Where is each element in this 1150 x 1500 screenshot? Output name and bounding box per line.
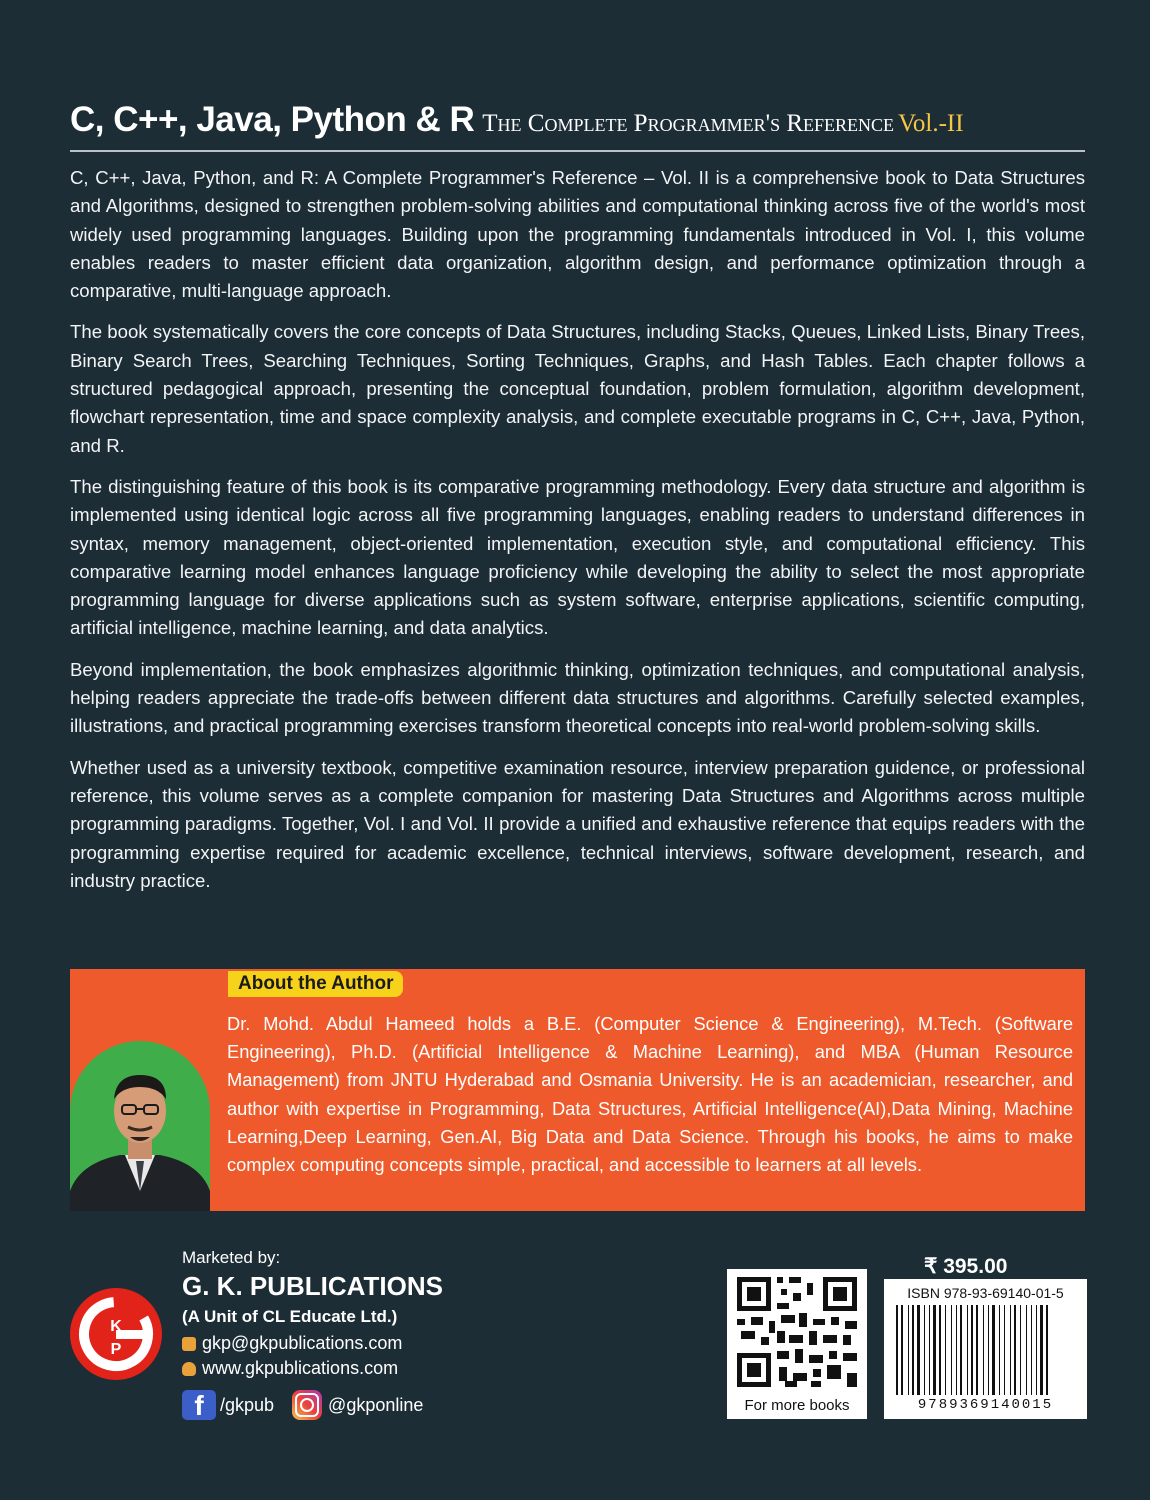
about-author-section: [70, 969, 1085, 1211]
description-paragraph: The book systematically covers the core concepts of Data Structures, including Stacks, Queues, Linked Lists, Binary Trees, Binary Search Trees, Searching Techniques, Sorting Techniques, Graphs, and Hash Tables. Each chapter follows a structured pedagogical approach, presenting the conceptual foundation, problem formulation, algorithm development, flowchart representation, time and space complexity analysis, and complete executable programs in C, C++, Java, Python, and R.: [70, 321, 1085, 456]
email-link[interactable]: gkp@gkpublications.com: [202, 1333, 403, 1353]
about-author-heading: About the Author: [228, 971, 403, 997]
logo-letter-k: K: [110, 1318, 122, 1335]
publisher-name: G. K. PUBLICATIONS: [182, 1271, 443, 1301]
isbn-digits: 9789369140015: [917, 1397, 1054, 1413]
title-row: [70, 100, 1085, 140]
barcode-panel: [884, 1279, 1087, 1419]
isbn-label: ISBN 978-93-69140-01-5: [907, 1285, 1064, 1301]
description-paragraph: The distinguishing feature of this book is its comparative programming methodology. Every data structure and algorithm is implemented using identical logic across all five programming languages, enabling readers to understand differences in syntax, memory management, object-oriented implementation, execution style, and computational efficiency. This comparative learning model enhances language proficiency while developing the ability to select the most appropriate programming language for diverse applications such as system software, enterprise applications, scientific computing, artificial intelligence, machine learning, and data analytics.: [70, 475, 1085, 639]
author-bio: Dr. Mohd. Abdul Hameed holds a B.E. (Computer Science & Engineering), M.Tech. (Software Engineering), Ph.D. (Artificial Intelligence & Machine Learning), and MBA (Human Resource Management) from JNTU Hyderabad and Osmania University. He is an academician, researcher, and author with expertise in Programming, Data Structures, Artificial Intelligence(AI),Data Mining, Machine Learning,Deep Learning, Gen.AI, Big Data and Data Science. Through his books, he aims to make complex computing concepts simple, practical, and accessible to learners at all levels.: [227, 1013, 1073, 1176]
footer: [0, 1230, 1150, 1500]
qr-code-panel: [727, 1269, 867, 1419]
author-photo: [70, 1041, 210, 1211]
facebook-handle[interactable]: /gkpub: [220, 1394, 275, 1415]
qr-code-icon[interactable]: [727, 1269, 867, 1395]
price-label: ₹ 395.00: [924, 1255, 1008, 1278]
description-paragraph: Whether used as a university textbook, competitive examination resource, interview preparation guidence, or professional reference, this volume serves as a complete companion for mastering Data Structures and Algorithms across multiple programming paradigms. Together, Vol. I and Vol. II provide a unified and exhaustive reference that equips readers with the programming expertise required for academic excellence, technical interviews, software development, research, and industry practice.: [70, 756, 1085, 891]
website-link[interactable]: www.gkpublications.com: [202, 1358, 399, 1378]
description: [70, 164, 1085, 908]
book-subtitle: The Complete Programmer's Reference: [482, 110, 895, 137]
gkp-logo-icon: [68, 1286, 164, 1382]
marketed-by-label: Marketed by:: [182, 1248, 281, 1267]
website-row: [182, 1358, 398, 1379]
email-row: [182, 1333, 402, 1354]
facebook-icon: f: [182, 1390, 216, 1420]
logo-letter-p: P: [110, 1341, 122, 1358]
volume-label: Vol.-II: [898, 110, 964, 137]
book-title: C, C++, Java, Python & R: [70, 100, 475, 139]
author-portrait-icon: [70, 1041, 210, 1211]
qr-caption: For more books: [744, 1397, 850, 1414]
description-paragraph: Beyond implementation, the book emphasizes algorithmic thinking, optimization techniques, and computational analysis, helping readers appreciate the trade-offs between different data structures and algorithms. Carefully selected examples, illustrations, and practical programming exercises transform theoretical concepts into real-world problem-solving skills.: [70, 658, 1085, 737]
instagram-icon: [292, 1390, 322, 1420]
email-icon: [182, 1337, 196, 1351]
description-paragraph: C, C++, Java, Python, and R: A Complete Programmer's Reference – Vol. II is a comprehensive book to Data Structures and Algorithms, designed to strengthen problem-solving abilities and computational thinking across five of the world's most widely used programming languages. Building upon the programming fundamentals introduced in Vol. I, this volume enables readers to master efficient data organization, algorithm design, and performance optimization through a comparative, multi-language approach.: [70, 167, 1085, 302]
instagram-handle[interactable]: @gkponline: [328, 1394, 424, 1415]
mouse-icon: [182, 1362, 196, 1376]
title-divider: [70, 150, 1085, 152]
publisher-unit: (A Unit of CL Educate Ltd.): [182, 1307, 398, 1326]
social-links: [182, 1390, 423, 1420]
